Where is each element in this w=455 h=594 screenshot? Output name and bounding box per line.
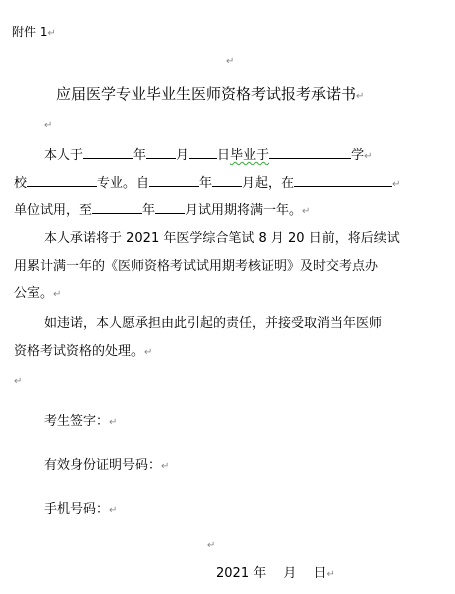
id-number-field: 有效身份证明号码：↵ xyxy=(44,458,170,473)
blank-employer[interactable] xyxy=(294,174,392,187)
para2-line2: 用累计满一年的《医师资格考试试用期考核证明》及时交考点办 xyxy=(14,259,379,274)
para1-line2: 校 专业。自 年 月起，在 ↵ xyxy=(14,176,401,191)
blank-start-month[interactable] xyxy=(212,174,242,187)
paragraph-mark: ↵ xyxy=(207,540,216,551)
paragraph-mark: ↵ xyxy=(302,206,311,217)
paragraph-mark: ↵ xyxy=(144,347,153,358)
blank-year[interactable] xyxy=(83,146,133,159)
blank-end-month[interactable] xyxy=(155,201,185,214)
paragraph-mark: ↵ xyxy=(356,91,365,102)
para2-line3: 公室。↵ xyxy=(14,286,62,301)
paragraph-mark: ↵ xyxy=(161,461,170,472)
paragraph-mark: ↵ xyxy=(44,120,53,131)
paragraph-mark: ↵ xyxy=(109,417,118,428)
document-title: 应届医学专业毕业生医师资格考试报考承诺书↵ xyxy=(56,85,365,103)
phone-field: 手机号码：↵ xyxy=(44,502,118,517)
para3-line2: 资格考试资格的处理。↵ xyxy=(14,344,153,359)
paragraph-mark: ↵ xyxy=(47,28,56,39)
blank-school[interactable] xyxy=(269,146,351,159)
attachment-label: 附件 1↵ xyxy=(12,25,56,39)
blank-major[interactable] xyxy=(27,174,97,187)
paragraph-mark: ↵ xyxy=(392,179,401,190)
date-line: 2021 年 月 日↵ xyxy=(216,566,335,581)
para1-line3: 单位试用，至 年 月试用期将满一年。↵ xyxy=(14,203,311,218)
paragraph-mark: ↵ xyxy=(53,289,62,300)
blank-start-year[interactable] xyxy=(149,174,199,187)
paragraph-mark: ↵ xyxy=(109,505,118,516)
blank-month[interactable] xyxy=(146,146,176,159)
signature-field: 考生签字：↵ xyxy=(44,414,118,429)
paragraph-mark: ↵ xyxy=(226,56,235,67)
spellcheck-text: 毕业于 xyxy=(230,148,270,163)
para2-line1: 本人承诺将于 2021 年医学综合笔试 8 月 20 日前，将后续试 xyxy=(44,231,400,246)
blank-end-year[interactable] xyxy=(92,201,142,214)
para1-line1: 本人于 年 月 日毕业于 学↵ xyxy=(44,148,373,163)
para3-line1: 如违诺，本人愿承担由此引起的责任，并接受取消当年医师 xyxy=(44,316,383,331)
paragraph-mark: ↵ xyxy=(364,151,373,162)
paragraph-mark: ↵ xyxy=(14,376,23,387)
paragraph-mark: ↵ xyxy=(326,569,335,580)
blank-day[interactable] xyxy=(189,146,217,159)
